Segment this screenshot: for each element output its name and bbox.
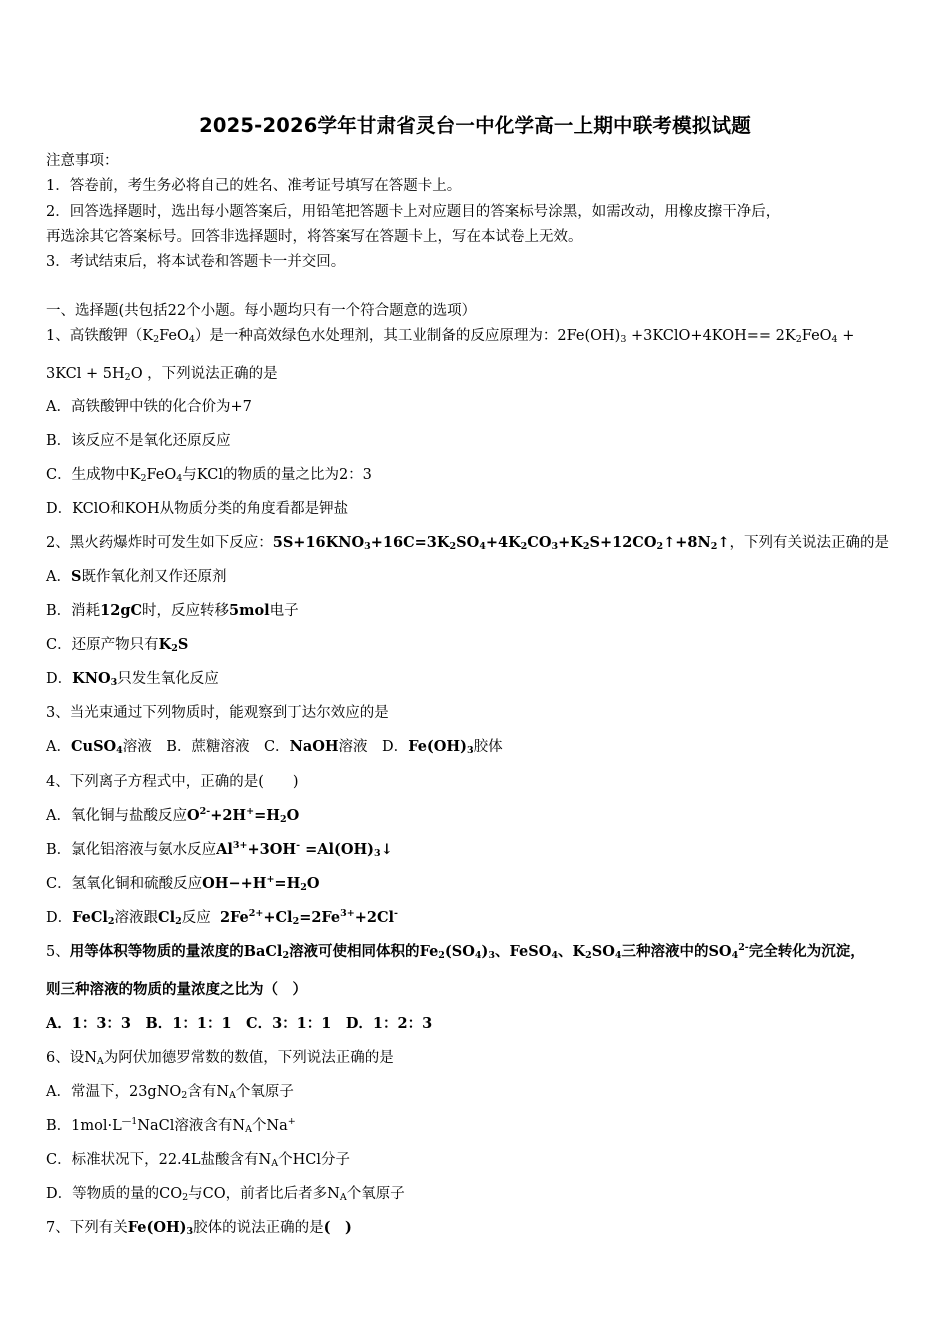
- question-1-stem-cont: $3KCl + 5H_2O$ ，下列说法正确的是: [46, 366, 278, 383]
- question-6-option-a: A．常温下，23gNO$_2$含有$N_A$个氧原子: [46, 1084, 294, 1101]
- question-2-option-c: C．还原产物只有$K_2S$: [46, 636, 189, 654]
- notice-item: 再选涂其它答案标号。回答非选择题时，将答案写在答题卡上，写在本试卷上无效。: [46, 229, 583, 245]
- question-1-option-c: C．生成物中$K_2FeO_4$与KCl的物质的量之比为2：3: [46, 467, 372, 484]
- question-4-option-a: A．氧化铜与盐酸反应$O^{2-}+2H^+=H_2O$: [46, 806, 300, 825]
- notice-item: 2．回答选择题时，选出每小题答案后，用铅笔把答题卡上对应题目的答案标号涂黑，如需改动，用橡皮擦干净后，: [46, 204, 781, 220]
- question-3-stem: 3、当光束通过下列物质时，能观察到丁达尔效应的是: [46, 705, 389, 721]
- question-2-option-d: D．$KNO_3$只发生氧化反应: [46, 670, 219, 688]
- question-1-option-b: B．该反应不是氧化还原反应: [46, 433, 231, 449]
- question-2-stem: 2、黑火药爆炸时可发生如下反应：$5S+16KNO_3+16C=3K_2SO_4+4K_2CO_3+K_2S+12CO_2↑+8N_2↑$，下列有关说法正确的是: [46, 534, 890, 552]
- question-1-option-d: D．KClO和KOH从物质分类的角度看都是钾盐: [46, 501, 349, 517]
- question-2-option-a: A．S既作氧化剂又作还原剂: [46, 568, 227, 585]
- page-title: 2025-2026学年甘肃省灵台一中化学高一上期中联考模拟试题: [199, 114, 751, 137]
- question-3-options: A．CuSO$_4$溶液 B．蔗糖溶液 C．NaOH溶液 D．$Fe(OH)_3$胶体: [46, 738, 503, 756]
- question-5-stem: 5、用等体积等物质的量浓度的BaCl$_2$溶液可使相同体积的$Fe_2(SO_4)_3$、FeSO$_4$、$K_2SO_4$三种溶液中的$SO_4^{2-}$完全转化为沉淀，: [46, 942, 865, 961]
- question-5-stem-cont: 则三种溶液的物质的量浓度之比为（ ）: [46, 981, 307, 998]
- question-6-stem: 6、设$N_A$为阿伏加德罗常数的数值，下列说法正确的是: [46, 1050, 394, 1067]
- question-4-stem: 4、下列离子方程式中，正确的是( ): [46, 774, 299, 790]
- question-4-option-c: C．氢氧化铜和硫酸反应$OH-+H^+=H_2O$: [46, 874, 320, 893]
- section-heading: 一、选择题(共包括22个小题。每小题均只有一个符合题意的选项）: [46, 303, 477, 319]
- notice-item: 3．考试结束后，将本试卷和答题卡一并交回。: [46, 254, 346, 270]
- question-1-stem: 1、高铁酸钾$(K_2FeO_4)$是一种高效绿色水处理剂，其工业制备的反应原理为：$2Fe(OH)_3$ +3KClO+4KOH== $2K_2FeO_4$ +: [46, 328, 855, 345]
- question-6-option-d: D．等物质的量的$CO_2$与CO，前者比后者多$N_A$个氧原子: [46, 1186, 405, 1203]
- question-6-option-b: B．$1mol\cdot L^{—1}NaCl$溶液含有$N_A$个Na+: [46, 1116, 296, 1135]
- question-4-option-b: B．氯化铝溶液与氨水反应$Al^{3+}+3OH^-$ $=Al(OH)_3↓$: [46, 840, 393, 859]
- notice-heading: 注意事项：: [46, 153, 119, 169]
- question-1-option-a: A．高铁酸钾中铁的化合价为+7: [46, 399, 252, 415]
- question-7-stem: 7、下列有关$Fe(OH)_3$胶体的说法正确的是( ): [46, 1219, 352, 1237]
- question-2-option-b: B．消耗12gC时，反应转移5mol电子: [46, 602, 299, 619]
- notice-item: 1．答卷前，考生务必将自己的姓名、准考证号填写在答题卡上。: [46, 178, 462, 194]
- question-6-option-c: C．标准状况下，22.4L盐酸含有$N_A$个HCl分子: [46, 1152, 350, 1169]
- question-4-option-d: D．FeCl$_2$溶液跟$Cl_2$反应 $2Fe^{2+}+Cl_2=2Fe^{3+}+2Cl^-$: [46, 908, 398, 927]
- question-5-options: A．1：3：3 B．1：1：1 C．3：1：1 D．1：2：3: [46, 1015, 433, 1032]
